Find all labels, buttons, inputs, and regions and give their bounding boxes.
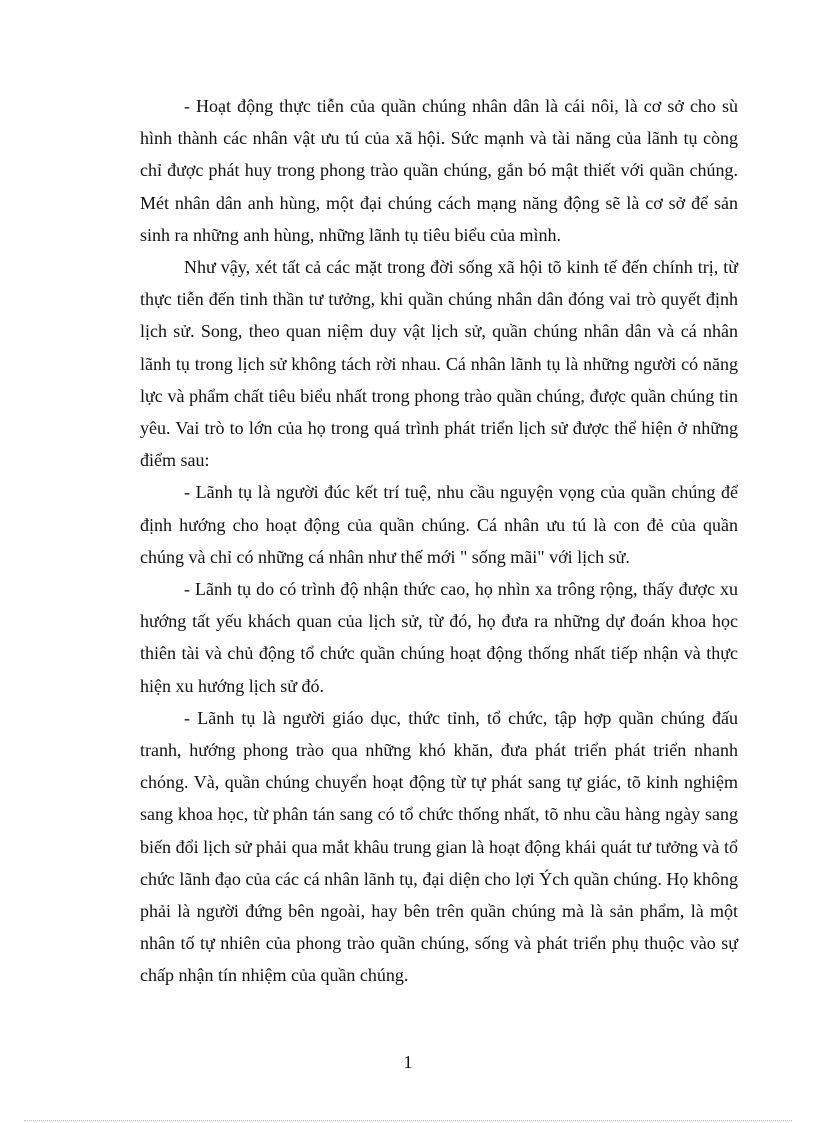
paragraph-1: - Hoạt động thực tiễn của quần chúng nhân dân là cái nôi, là cơ sở cho sù hình thành các nhân vật ưu tú của xã hội. Sức mạnh và tài năng của lãnh tụ còng chỉ được phát huy trong phong trào quần chúng, gắn bó mật thiết với quần chúng. Mét nhân dân anh hùng, một đại chúng cách mạng năng động sẽ là cơ sở để sản sinh ra những anh hùng, những lãnh tụ tiêu biểu của mình. [140, 96, 738, 245]
body-text [140, 90, 738, 992]
paragraph-4: - Lãnh tụ do có trình độ nhận thức cao, họ nhìn xa trông rộng, thấy được xu hướng tất yếu khách quan của lịch sử, từ đó, họ đưa ra những dự đoán khoa học thiên tài và chủ động tổ chức quần chúng hoạt động thống nhất tiếp nhận và thực hiện xu hướng lịch sử đó. [140, 579, 738, 696]
page-number: 1 [403, 1052, 413, 1072]
footer-dotted-rule [24, 1120, 792, 1121]
paragraph-2: Như vậy, xét tất cả các mặt trong đời sống xã hội tõ kinh tế đến chính trị, từ thực tiễn đến tinh thần tư tưởng, khi quần chúng nhân dân đóng vai trò quyết định lịch sử. Song, theo quan niệm duy vật lịch sử, quần chúng nhân dân và cá nhân lãnh tụ trong lịch sử không tách rời nhau. Cá nhân lãnh tụ là những người có năng lực và phẩm chất tiêu biểu nhất trong phong trào quần chúng, được quần chúng tin yêu. Vai trò to lớn của họ trong quá trình phát triển lịch sử được thể hiện ở những điểm sau: [140, 257, 738, 471]
paragraph-3: - Lãnh tụ là người đúc kết trí tuệ, nhu cầu nguyện vọng của quần chúng để định hướng cho hoạt động của quần chúng. Cá nhân ưu tú là con đẻ của quần chúng và chỉ có những cá nhân như thế mới " sống mãi" với lịch sử. [140, 482, 738, 567]
paragraph-5: - Lãnh tụ là người giáo dục, thức tỉnh, tổ chức, tập hợp quần chúng đấu tranh, hướng phong trào qua những khó khăn, đưa phát triển phát triển nhanh chóng. Và, quần chúng chuyển hoạt động từ tự phát sang tự giác, tõ kinh nghiệm sang khoa học, từ phân tán sang có tổ chức thống nhất, tõ nhu cầu hàng ngày sang biến đổi lịch sử phải qua mắt khâu trung gian là hoạt động khái quát tư tưởng và tổ chức lãnh đạo của các cá nhân lãnh tụ, đại diện cho lợi Ých quần chúng. Họ không phải là người đứng bên ngoài, hay bên trên quần chúng mà là sản phẩm, là một nhân tố tự nhiên của phong trào quần chúng, sống và phát triển phụ thuộc vào sự chấp nhận tín nhiệm của quần chúng. [140, 707, 738, 986]
